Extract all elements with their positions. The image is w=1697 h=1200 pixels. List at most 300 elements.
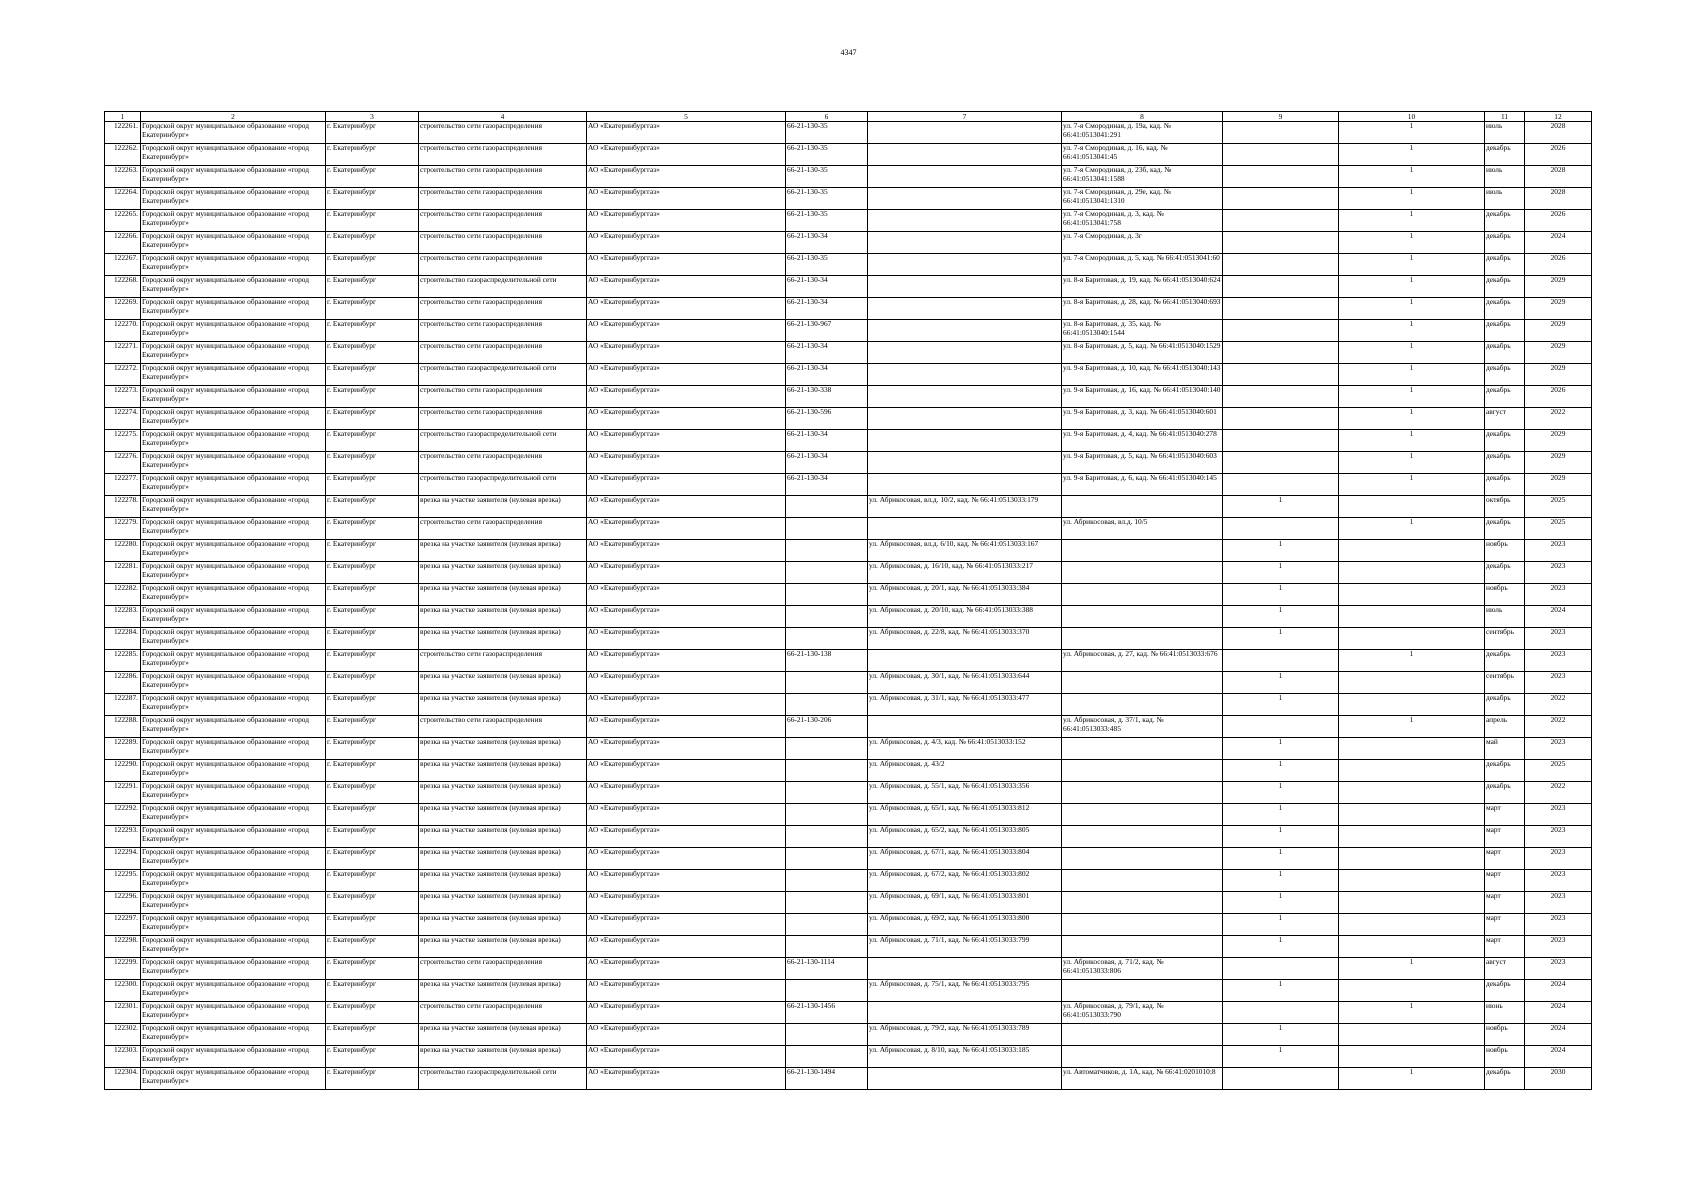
month-cell: ноябрь: [1485, 1024, 1525, 1046]
table-row: [105, 540, 1592, 562]
program-number-cell: 66-21-130-967: [786, 320, 868, 342]
count-network-cell: 1: [1339, 188, 1485, 210]
municipality-cell: Городской округ муниципальное образование «город Екатеринбург»: [141, 892, 326, 914]
row-number-cell: 122284.: [105, 628, 141, 650]
register-table: [104, 111, 1592, 1090]
year-cell: 2024: [1525, 1002, 1592, 1024]
organization-cell: АО «Екатеринбурггаз»: [587, 1002, 786, 1024]
count-connection-cell: [1223, 1002, 1339, 1024]
table-row: [105, 320, 1592, 342]
count-connection-cell: [1223, 518, 1339, 540]
count-connection-cell: 1: [1223, 584, 1339, 606]
settlement-cell: г. Екатеринбург: [326, 892, 419, 914]
count-connection-cell: [1223, 716, 1339, 738]
settlement-cell: г. Екатеринбург: [326, 430, 419, 452]
count-connection-cell: [1223, 320, 1339, 342]
address-connection-cell: ул. Абрикосовая, д. 67/2, кад. № 66:41:0513033:802: [868, 870, 1062, 892]
organization-cell: АО «Екатеринбурггаз»: [587, 870, 786, 892]
month-cell: ноябрь: [1485, 1046, 1525, 1068]
count-network-cell: 1: [1339, 716, 1485, 738]
settlement-cell: г. Екатеринбург: [326, 826, 419, 848]
column-header: 1: [105, 112, 141, 122]
municipality-cell: Городской округ муниципальное образование «город Екатеринбург»: [141, 408, 326, 430]
work-type-cell: врезка на участке заявителя (нулевая врезка): [419, 870, 587, 892]
settlement-cell: г. Екатеринбург: [326, 452, 419, 474]
count-network-cell: [1339, 540, 1485, 562]
table-row: [105, 276, 1592, 298]
year-cell: 2029: [1525, 276, 1592, 298]
table-row: [105, 122, 1592, 144]
page-number: 4347: [840, 48, 857, 57]
column-header: 8: [1062, 112, 1223, 122]
program-number-cell: 66-21-130-34: [786, 232, 868, 254]
column-header: 5: [587, 112, 786, 122]
organization-cell: АО «Екатеринбурггаз»: [587, 430, 786, 452]
year-cell: 2024: [1525, 1046, 1592, 1068]
settlement-cell: г. Екатеринбург: [326, 782, 419, 804]
organization-cell: АО «Екатеринбурггаз»: [587, 562, 786, 584]
month-cell: декабрь: [1485, 694, 1525, 716]
row-number-cell: 122301.: [105, 1002, 141, 1024]
organization-cell: АО «Екатеринбурггаз»: [587, 496, 786, 518]
row-number-cell: 122269.: [105, 298, 141, 320]
count-connection-cell: 1: [1223, 892, 1339, 914]
municipality-cell: Городской округ муниципальное образование «город Екатеринбург»: [141, 782, 326, 804]
settlement-cell: г. Екатеринбург: [326, 1024, 419, 1046]
work-type-cell: строительство газораспределительной сети: [419, 276, 587, 298]
row-number-cell: 122268.: [105, 276, 141, 298]
month-cell: декабрь: [1485, 452, 1525, 474]
program-number-cell: [786, 738, 868, 760]
municipality-cell: Городской округ муниципальное образование «город Екатеринбург»: [141, 650, 326, 672]
settlement-cell: г. Екатеринбург: [326, 298, 419, 320]
column-header: 2: [141, 112, 326, 122]
address-connection-cell: ул. Абрикосовая, д. 43/2: [868, 760, 1062, 782]
count-connection-cell: 1: [1223, 870, 1339, 892]
settlement-cell: г. Екатеринбург: [326, 166, 419, 188]
row-number-cell: 122266.: [105, 232, 141, 254]
address-connection-cell: ул. Абрикосовая, д. 55/1, кад. № 66:41:0513033:356: [868, 782, 1062, 804]
count-network-cell: 1: [1339, 430, 1485, 452]
table-row: [105, 496, 1592, 518]
settlement-cell: г. Екатеринбург: [326, 914, 419, 936]
count-network-cell: 1: [1339, 276, 1485, 298]
table-row: [105, 716, 1592, 738]
address-network-cell: [1062, 980, 1223, 1002]
year-cell: 2023: [1525, 672, 1592, 694]
work-type-cell: строительство сети газораспределения: [419, 958, 587, 980]
address-network-cell: ул. 8-я Баритовая, д. 28, кад. № 66:41:0513040:693: [1062, 298, 1223, 320]
program-number-cell: [786, 826, 868, 848]
year-cell: 2023: [1525, 848, 1592, 870]
row-number-cell: 122290.: [105, 760, 141, 782]
count-connection-cell: 1: [1223, 628, 1339, 650]
address-network-cell: [1062, 914, 1223, 936]
settlement-cell: г. Екатеринбург: [326, 496, 419, 518]
row-number-cell: 122280.: [105, 540, 141, 562]
row-number-cell: 122297.: [105, 914, 141, 936]
count-connection-cell: 1: [1223, 496, 1339, 518]
address-connection-cell: ул. Абрикосовая, д. 20/10, кад. № 66:41:0513033:388: [868, 606, 1062, 628]
column-header: 10: [1339, 112, 1485, 122]
year-cell: 2023: [1525, 804, 1592, 826]
count-network-cell: [1339, 1024, 1485, 1046]
address-network-cell: [1062, 848, 1223, 870]
table-row: [105, 166, 1592, 188]
work-type-cell: врезка на участке заявителя (нулевая врезка): [419, 628, 587, 650]
organization-cell: АО «Екатеринбурггаз»: [587, 452, 786, 474]
table-row: [105, 364, 1592, 386]
count-network-cell: 1: [1339, 518, 1485, 540]
municipality-cell: Городской округ муниципальное образование «город Екатеринбург»: [141, 320, 326, 342]
program-number-cell: 66-21-130-138: [786, 650, 868, 672]
month-cell: декабрь: [1485, 980, 1525, 1002]
row-number-cell: 122296.: [105, 892, 141, 914]
program-number-cell: 66-21-130-35: [786, 122, 868, 144]
row-number-cell: 122274.: [105, 408, 141, 430]
address-connection-cell: [868, 650, 1062, 672]
table-row: [105, 848, 1592, 870]
year-cell: 2023: [1525, 914, 1592, 936]
year-cell: 2025: [1525, 760, 1592, 782]
table-row: [105, 738, 1592, 760]
count-network-cell: [1339, 936, 1485, 958]
count-network-cell: 1: [1339, 144, 1485, 166]
organization-cell: АО «Екатеринбурггаз»: [587, 342, 786, 364]
count-connection-cell: 1: [1223, 606, 1339, 628]
address-connection-cell: [868, 518, 1062, 540]
settlement-cell: г. Екатеринбург: [326, 650, 419, 672]
table-row: [105, 144, 1592, 166]
work-type-cell: строительство сети газораспределения: [419, 518, 587, 540]
table-row: [105, 298, 1592, 320]
row-number-cell: 122286.: [105, 672, 141, 694]
address-network-cell: ул. 7-я Смородиная, д. 3г: [1062, 232, 1223, 254]
count-network-cell: 1: [1339, 122, 1485, 144]
program-number-cell: 66-21-130-1494: [786, 1068, 868, 1090]
address-connection-cell: [868, 122, 1062, 144]
count-network-cell: 1: [1339, 298, 1485, 320]
count-connection-cell: 1: [1223, 936, 1339, 958]
work-type-cell: строительство сети газораспределения: [419, 1002, 587, 1024]
row-number-cell: 122289.: [105, 738, 141, 760]
work-type-cell: строительство сети газораспределения: [419, 408, 587, 430]
year-cell: 2029: [1525, 474, 1592, 496]
row-number-cell: 122262.: [105, 144, 141, 166]
address-connection-cell: [868, 144, 1062, 166]
year-cell: 2026: [1525, 254, 1592, 276]
count-connection-cell: 1: [1223, 782, 1339, 804]
organization-cell: АО «Екатеринбурггаз»: [587, 122, 786, 144]
month-cell: декабрь: [1485, 298, 1525, 320]
count-network-cell: 1: [1339, 1002, 1485, 1024]
count-connection-cell: [1223, 342, 1339, 364]
count-network-cell: 1: [1339, 364, 1485, 386]
table-row: [105, 254, 1592, 276]
address-network-cell: ул. 7-я Смородиная, д. 5, кад. № 66:41:0513041:60: [1062, 254, 1223, 276]
year-cell: 2028: [1525, 188, 1592, 210]
month-cell: декабрь: [1485, 386, 1525, 408]
year-cell: 2023: [1525, 826, 1592, 848]
count-connection-cell: 1: [1223, 562, 1339, 584]
table-row: [105, 892, 1592, 914]
municipality-cell: Городской округ муниципальное образование «город Екатеринбург»: [141, 298, 326, 320]
program-number-cell: 66-21-130-596: [786, 408, 868, 430]
address-network-cell: [1062, 628, 1223, 650]
table-row: [105, 826, 1592, 848]
address-connection-cell: [868, 276, 1062, 298]
address-network-cell: ул. 9-я Баритовая, д. 5, кад. № 66:41:0513040:603: [1062, 452, 1223, 474]
count-connection-cell: [1223, 958, 1339, 980]
month-cell: ноябрь: [1485, 584, 1525, 606]
count-connection-cell: 1: [1223, 760, 1339, 782]
organization-cell: АО «Екатеринбурггаз»: [587, 760, 786, 782]
organization-cell: АО «Екатеринбурггаз»: [587, 1068, 786, 1090]
count-connection-cell: [1223, 386, 1339, 408]
municipality-cell: Городской округ муниципальное образование «город Екатеринбург»: [141, 606, 326, 628]
row-number-cell: 122273.: [105, 386, 141, 408]
year-cell: 2029: [1525, 430, 1592, 452]
row-number-cell: 122263.: [105, 166, 141, 188]
municipality-cell: Городской округ муниципальное образование «город Екатеринбург»: [141, 562, 326, 584]
address-connection-cell: ул. Абрикосовая, вл.д. 6/10, кад. № 66:41:0513033:167: [868, 540, 1062, 562]
month-cell: декабрь: [1485, 320, 1525, 342]
month-cell: июль: [1485, 606, 1525, 628]
address-network-cell: ул. 8-я Баритовая, д. 5, кад. № 66:41:0513040:1529: [1062, 342, 1223, 364]
address-network-cell: ул. 7-я Смородиная, д. 29е, кад. № 66:41:0513041:1310: [1062, 188, 1223, 210]
program-number-cell: 66-21-130-34: [786, 474, 868, 496]
settlement-cell: г. Екатеринбург: [326, 606, 419, 628]
table-row: [105, 694, 1592, 716]
address-network-cell: ул. Абрикосовая, д. 27, кад. № 66:41:0513033:676: [1062, 650, 1223, 672]
month-cell: декабрь: [1485, 1068, 1525, 1090]
program-number-cell: 66-21-130-34: [786, 430, 868, 452]
municipality-cell: Городской округ муниципальное образование «город Екатеринбург»: [141, 188, 326, 210]
column-number-row: [105, 112, 1592, 122]
work-type-cell: врезка на участке заявителя (нулевая врезка): [419, 980, 587, 1002]
column-header: 6: [786, 112, 868, 122]
count-connection-cell: [1223, 188, 1339, 210]
row-number-cell: 122275.: [105, 430, 141, 452]
address-network-cell: [1062, 672, 1223, 694]
address-network-cell: [1062, 540, 1223, 562]
year-cell: 2023: [1525, 892, 1592, 914]
count-connection-cell: 1: [1223, 738, 1339, 760]
municipality-cell: Городской округ муниципальное образование «город Екатеринбург»: [141, 1002, 326, 1024]
settlement-cell: г. Екатеринбург: [326, 122, 419, 144]
work-type-cell: строительство газораспределительной сети: [419, 430, 587, 452]
table-row: [105, 1068, 1592, 1090]
municipality-cell: Городской округ муниципальное образование «город Екатеринбург»: [141, 386, 326, 408]
address-network-cell: ул. 7-я Смородиная, д. 16, кад. № 66:41:0513041:45: [1062, 144, 1223, 166]
count-network-cell: [1339, 760, 1485, 782]
column-header: 3: [326, 112, 419, 122]
program-number-cell: [786, 980, 868, 1002]
address-connection-cell: ул. Абрикосовая, вл.д. 10/2, кад. № 66:41:0513033:179: [868, 496, 1062, 518]
address-connection-cell: ул. Абрикосовая, д. 69/2, кад. № 66:41:0513033:800: [868, 914, 1062, 936]
settlement-cell: г. Екатеринбург: [326, 474, 419, 496]
address-network-cell: [1062, 562, 1223, 584]
month-cell: июнь: [1485, 1002, 1525, 1024]
row-number-cell: 122267.: [105, 254, 141, 276]
municipality-cell: Городской округ муниципальное образование «город Екатеринбург»: [141, 848, 326, 870]
municipality-cell: Городской округ муниципальное образование «город Екатеринбург»: [141, 1068, 326, 1090]
municipality-cell: Городской округ муниципальное образование «город Екатеринбург»: [141, 958, 326, 980]
address-network-cell: [1062, 826, 1223, 848]
table-row: [105, 804, 1592, 826]
program-number-cell: 66-21-130-1114: [786, 958, 868, 980]
work-type-cell: строительство сети газораспределения: [419, 166, 587, 188]
program-number-cell: [786, 804, 868, 826]
work-type-cell: строительство сети газораспределения: [419, 320, 587, 342]
address-network-cell: ул. 9-я Баритовая, д. 16, кад. № 66:41:0513040:140: [1062, 386, 1223, 408]
row-number-cell: 122270.: [105, 320, 141, 342]
count-network-cell: 1: [1339, 408, 1485, 430]
program-number-cell: 66-21-130-34: [786, 342, 868, 364]
program-number-cell: [786, 1024, 868, 1046]
organization-cell: АО «Екатеринбурггаз»: [587, 980, 786, 1002]
work-type-cell: врезка на участке заявителя (нулевая врезка): [419, 782, 587, 804]
count-connection-cell: 1: [1223, 1046, 1339, 1068]
count-network-cell: 1: [1339, 958, 1485, 980]
work-type-cell: строительство сети газораспределения: [419, 342, 587, 364]
count-network-cell: 1: [1339, 474, 1485, 496]
count-network-cell: 1: [1339, 452, 1485, 474]
work-type-cell: строительство сети газораспределения: [419, 144, 587, 166]
year-cell: 2029: [1525, 298, 1592, 320]
settlement-cell: г. Екатеринбург: [326, 364, 419, 386]
address-connection-cell: [868, 166, 1062, 188]
table-row: [105, 188, 1592, 210]
work-type-cell: врезка на участке заявителя (нулевая врезка): [419, 936, 587, 958]
year-cell: 2023: [1525, 562, 1592, 584]
row-number-cell: 122302.: [105, 1024, 141, 1046]
work-type-cell: врезка на участке заявителя (нулевая врезка): [419, 496, 587, 518]
settlement-cell: г. Екатеринбург: [326, 694, 419, 716]
count-network-cell: [1339, 606, 1485, 628]
table-row: [105, 584, 1592, 606]
settlement-cell: г. Екатеринбург: [326, 738, 419, 760]
address-network-cell: [1062, 584, 1223, 606]
settlement-cell: г. Екатеринбург: [326, 144, 419, 166]
organization-cell: АО «Екатеринбурггаз»: [587, 672, 786, 694]
table-row: [105, 870, 1592, 892]
settlement-cell: г. Екатеринбург: [326, 980, 419, 1002]
count-network-cell: [1339, 980, 1485, 1002]
count-network-cell: [1339, 914, 1485, 936]
settlement-cell: г. Екатеринбург: [326, 716, 419, 738]
table-row: [105, 914, 1592, 936]
work-type-cell: врезка на участке заявителя (нулевая врезка): [419, 804, 587, 826]
municipality-cell: Городской округ муниципальное образование «город Екатеринбург»: [141, 144, 326, 166]
organization-cell: АО «Екатеринбурггаз»: [587, 804, 786, 826]
count-network-cell: [1339, 804, 1485, 826]
municipality-cell: Городской округ муниципальное образование «город Екатеринбург»: [141, 342, 326, 364]
municipality-cell: Городской округ муниципальное образование «город Екатеринбург»: [141, 584, 326, 606]
address-network-cell: ул. 7-я Смородиная, д. 23б, кад. № 66:41:0513041:1588: [1062, 166, 1223, 188]
month-cell: март: [1485, 892, 1525, 914]
table-row: [105, 782, 1592, 804]
table-row: [105, 606, 1592, 628]
organization-cell: АО «Екатеринбурггаз»: [587, 166, 786, 188]
program-number-cell: [786, 1046, 868, 1068]
address-connection-cell: ул. Абрикосовая, д. 65/2, кад. № 66:41:0513033:805: [868, 826, 1062, 848]
table-row: [105, 1002, 1592, 1024]
address-connection-cell: ул. Абрикосовая, д. 75/1, кад. № 66:41:0513033:795: [868, 980, 1062, 1002]
year-cell: 2028: [1525, 122, 1592, 144]
month-cell: декабрь: [1485, 760, 1525, 782]
work-type-cell: врезка на участке заявителя (нулевая врезка): [419, 1024, 587, 1046]
year-cell: 2022: [1525, 408, 1592, 430]
count-connection-cell: 1: [1223, 804, 1339, 826]
row-number-cell: 122264.: [105, 188, 141, 210]
address-connection-cell: [868, 254, 1062, 276]
organization-cell: АО «Екатеринбурггаз»: [587, 826, 786, 848]
table-row: [105, 474, 1592, 496]
table-row: [105, 958, 1592, 980]
row-number-cell: 122304.: [105, 1068, 141, 1090]
address-connection-cell: ул. Абрикосовая, д. 8/10, кад. № 66:41:0513033:185: [868, 1046, 1062, 1068]
count-connection-cell: [1223, 122, 1339, 144]
count-connection-cell: 1: [1223, 694, 1339, 716]
program-number-cell: 66-21-130-34: [786, 452, 868, 474]
month-cell: август: [1485, 958, 1525, 980]
program-number-cell: [786, 892, 868, 914]
month-cell: декабрь: [1485, 650, 1525, 672]
municipality-cell: Городской округ муниципальное образование «город Екатеринбург»: [141, 518, 326, 540]
address-network-cell: [1062, 804, 1223, 826]
month-cell: ноябрь: [1485, 540, 1525, 562]
work-type-cell: врезка на участке заявителя (нулевая врезка): [419, 826, 587, 848]
year-cell: 2029: [1525, 320, 1592, 342]
work-type-cell: врезка на участке заявителя (нулевая врезка): [419, 914, 587, 936]
work-type-cell: строительство газораспределительной сети: [419, 364, 587, 386]
municipality-cell: Городской округ муниципальное образование «город Екатеринбург»: [141, 716, 326, 738]
work-type-cell: строительство сети газораспределения: [419, 232, 587, 254]
month-cell: декабрь: [1485, 144, 1525, 166]
count-connection-cell: [1223, 144, 1339, 166]
work-type-cell: строительство сети газораспределения: [419, 650, 587, 672]
year-cell: 2030: [1525, 1068, 1592, 1090]
table-row: [105, 210, 1592, 232]
address-connection-cell: ул. Абрикосовая, д. 30/1, кад. № 66:41:0513033:644: [868, 672, 1062, 694]
count-connection-cell: 1: [1223, 1024, 1339, 1046]
year-cell: 2023: [1525, 584, 1592, 606]
table-row: [105, 936, 1592, 958]
month-cell: декабрь: [1485, 782, 1525, 804]
year-cell: 2022: [1525, 694, 1592, 716]
organization-cell: АО «Екатеринбурггаз»: [587, 716, 786, 738]
program-number-cell: [786, 914, 868, 936]
organization-cell: АО «Екатеринбурггаз»: [587, 386, 786, 408]
year-cell: 2023: [1525, 540, 1592, 562]
row-number-cell: 122303.: [105, 1046, 141, 1068]
year-cell: 2026: [1525, 386, 1592, 408]
address-network-cell: ул. Абрикосовая, д. 71/2, кад. № 66:41:0513033:806: [1062, 958, 1223, 980]
count-network-cell: 1: [1339, 232, 1485, 254]
count-network-cell: 1: [1339, 342, 1485, 364]
settlement-cell: г. Екатеринбург: [326, 672, 419, 694]
organization-cell: АО «Екатеринбурггаз»: [587, 628, 786, 650]
count-network-cell: 1: [1339, 254, 1485, 276]
municipality-cell: Городской округ муниципальное образование «город Екатеринбург»: [141, 826, 326, 848]
organization-cell: АО «Екатеринбурггаз»: [587, 958, 786, 980]
table-row: [105, 1046, 1592, 1068]
count-connection-cell: 1: [1223, 672, 1339, 694]
organization-cell: АО «Екатеринбурггаз»: [587, 210, 786, 232]
month-cell: март: [1485, 914, 1525, 936]
year-cell: 2023: [1525, 958, 1592, 980]
